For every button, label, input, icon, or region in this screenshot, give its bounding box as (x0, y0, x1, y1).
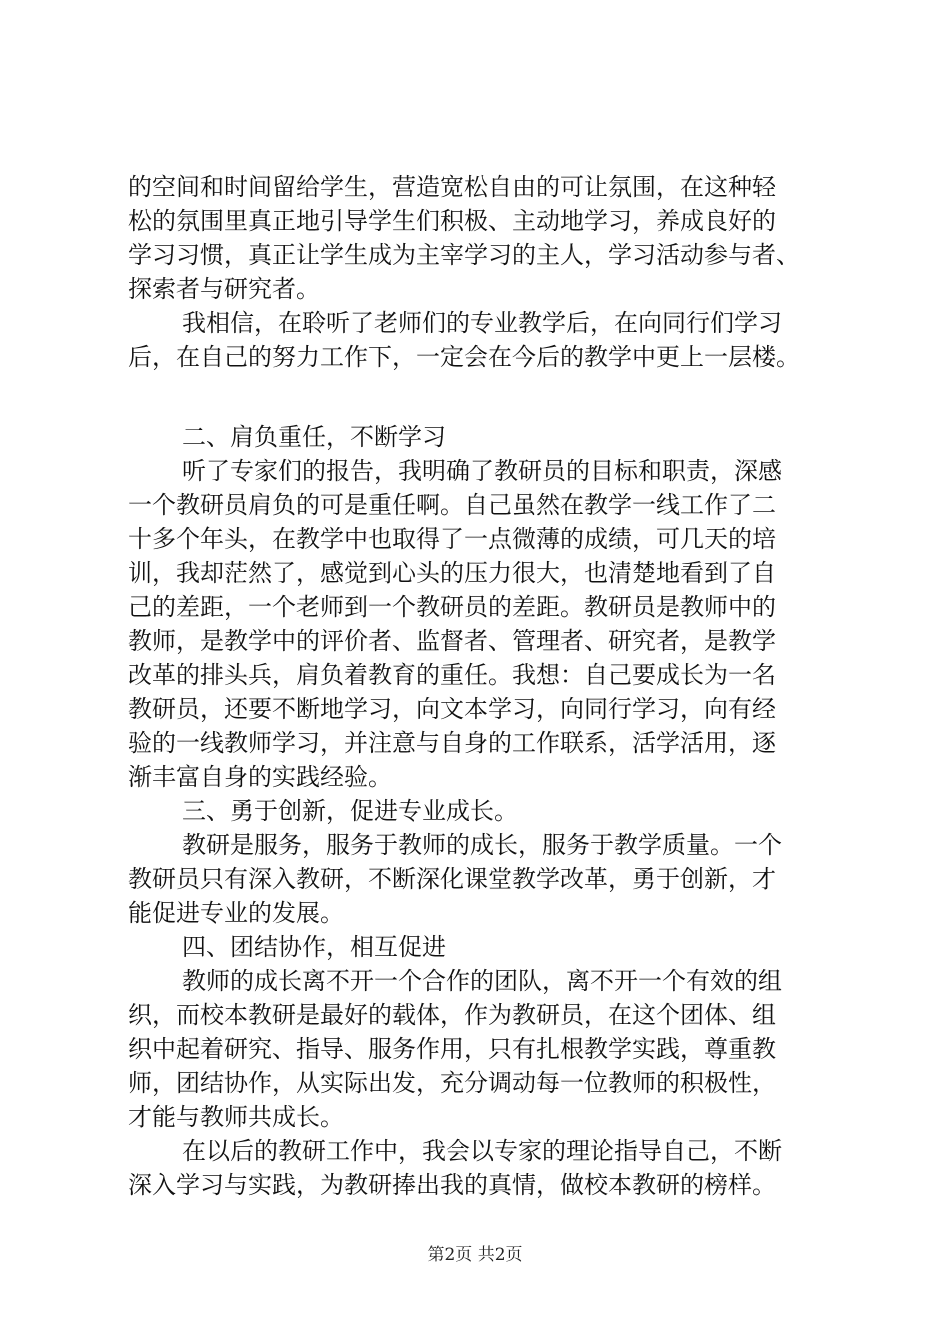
paragraph-1 (128, 170, 838, 306)
text-line: 学习习惯，真正让学生成为主宰学习的主人，学习活动参与者、 (128, 241, 800, 269)
text-line: 才能与教师共成长。 (128, 1103, 344, 1131)
text-line: 教研是服务，服务于教师的成长，服务于教学质量。一个 (182, 831, 782, 859)
text-line: 一个教研员肩负的可是重任啊。自己虽然在教学一线工作了二 (128, 491, 776, 519)
paragraph-3 (128, 454, 838, 794)
text-line: 探索者与研究者。 (128, 275, 320, 303)
text-line: 教研员只有深入教研，不断深化课堂教学改革，勇于创新，才 (128, 865, 776, 893)
text-line: 织，而校本教研是最好的载体，作为教研员，在这个团体、组 (128, 1001, 776, 1029)
text-line: 十多个年头，在教学中也取得了一点微薄的成绩，可几天的培 (128, 525, 776, 553)
paragraph-2 (128, 306, 838, 374)
text-line: 验的一线教师学习，并注意与自身的工作联系，活学活用，逐 (128, 729, 776, 757)
text-line: 的空间和时间留给学生，营造宽松自由的可让氛围，在这种轻 (128, 173, 776, 201)
text-line: 教师，是教学中的评价者、监督者、管理者、研究者，是教学 (128, 627, 776, 655)
text-line: 织中起着研究、指导、服务作用，只有扎根教学实践，尊重教 (128, 1035, 776, 1063)
document-body (128, 170, 838, 1202)
text-line: 听了专家们的报告，我明确了教研员的目标和职责，深感 (182, 457, 782, 485)
text-line: 在以后的教研工作中，我会以专家的理论指导自己，不断 (182, 1137, 782, 1165)
text-line: 我相信，在聆听了老师们的专业教学后，在向同行们学习 (182, 309, 782, 337)
section-heading-2: 二、肩负重任，不断学习 (182, 423, 446, 451)
text-line: 己的差距，一个老师到一个教研员的差距。教研员是教师中的 (128, 593, 776, 621)
text-line: 后，在自己的努力工作下，一定会在今后的教学中更上一层楼。 (128, 343, 800, 371)
text-line: 教师的成长离不开一个合作的团队，离不开一个有效的组 (182, 967, 782, 995)
paragraph-spacer (128, 374, 838, 420)
text-line: 训，我却茫然了，感觉到心头的压力很大，也清楚地看到了自 (128, 559, 776, 587)
text-line: 教研员，还要不断地学习，向文本学习，向同行学习，向有经 (128, 695, 776, 723)
section-heading-3: 三、勇于创新，促进专业成长。 (182, 797, 518, 825)
page-number-footer: 第2页 共2页 (427, 1245, 523, 1265)
text-line: 师，团结协作，从实际出发，充分调动每一位教师的积极性， (128, 1069, 776, 1097)
paragraph-4 (128, 828, 838, 930)
text-line: 改革的排头兵，肩负着教育的重任。我想：自己要成长为一名 (128, 661, 776, 689)
paragraph-6 (128, 1134, 838, 1202)
text-line: 渐丰富自身的实践经验。 (128, 763, 392, 791)
text-line: 能促进专业的发展。 (128, 899, 344, 927)
paragraph-5 (128, 964, 838, 1134)
text-line: 松的氛围里真正地引导学生们积极、主动地学习，养成良好的 (128, 207, 776, 235)
section-heading-4: 四、团结协作，相互促进 (182, 933, 446, 961)
text-line: 深入学习与实践，为教研捧出我的真情，做校本教研的榜样。 (128, 1171, 776, 1199)
